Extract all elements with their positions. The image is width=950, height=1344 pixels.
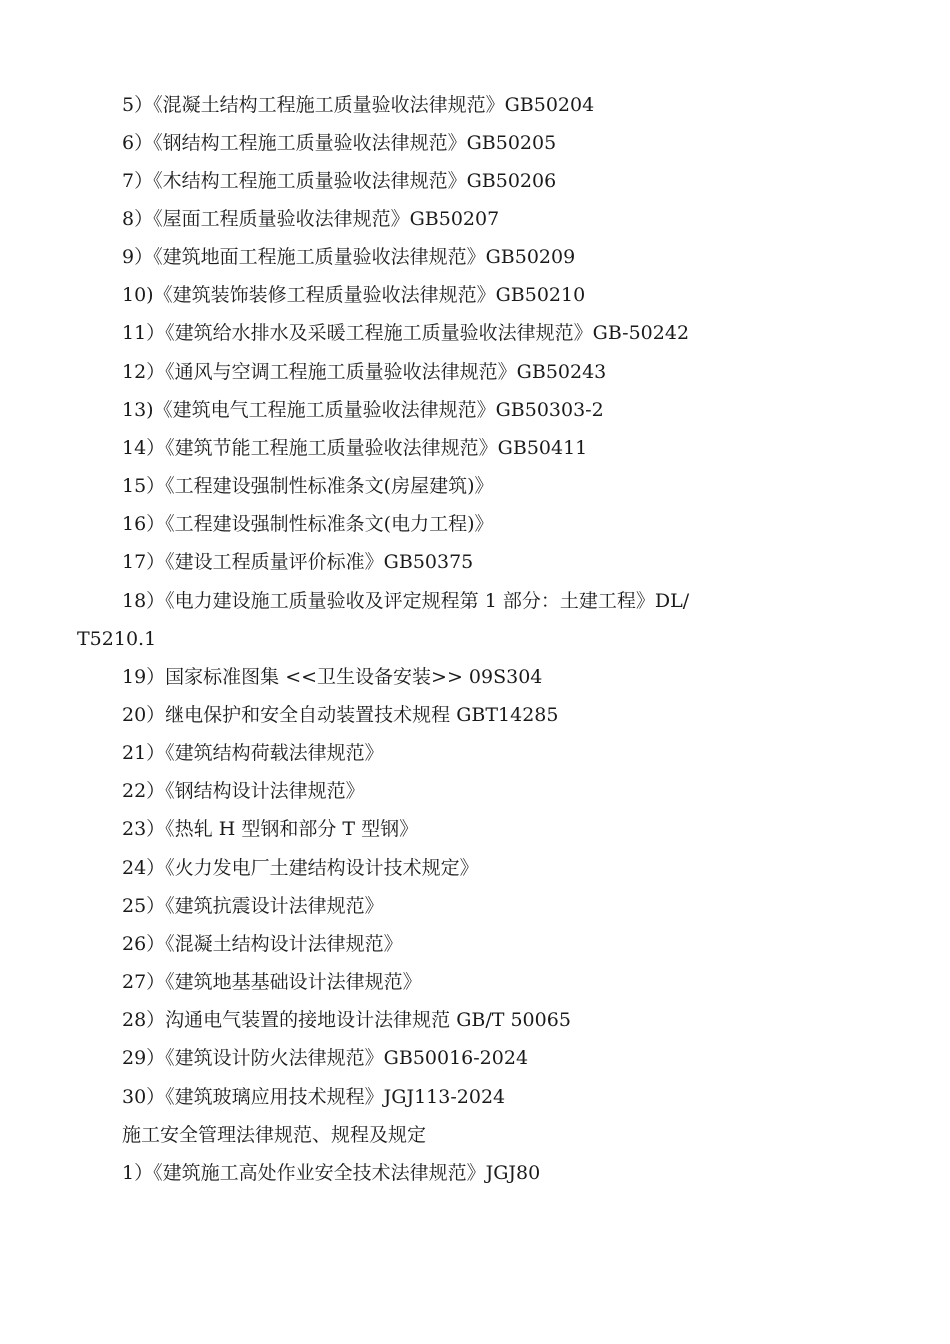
list-item: 14）《建筑节能工程施工质量验收法律规范》GB50411 — [122, 437, 588, 459]
list-item: 1）《建筑施工高处作业安全技术法律规范》JGJ80 — [122, 1162, 541, 1184]
list-item: 23）《热轧 H 型钢和部分 T 型钢》 — [122, 818, 419, 840]
list-item: 13)《建筑电气工程施工质量验收法律规范》GB50303-2 — [122, 399, 604, 421]
list-item: 22）《钢结构设计法律规范》 — [122, 780, 365, 802]
list-item: 24）《火力发电厂土建结构设计技术规定》 — [122, 857, 479, 879]
list-item: 16）《工程建设强制性标准条文(电力工程)》 — [122, 513, 494, 535]
list-item-continuation: T5210.1 — [77, 628, 157, 650]
list-item: 9）《建筑地面工程施工质量验收法律规范》GB50209 — [122, 246, 576, 268]
list-item: 27）《建筑地基基础设计法律规范》 — [122, 971, 422, 993]
list-item: 17）《建设工程质量评价标准》GB50375 — [122, 551, 474, 573]
list-item: 6）《钢结构工程施工质量验收法律规范》GB50205 — [122, 132, 557, 154]
list-item: 18）《电力建设施工质量验收及评定规程第 1 部分：土建工程》DL/ — [122, 590, 690, 612]
list-item: 21）《建筑结构荷载法律规范》 — [122, 742, 384, 764]
list-item: 20）继电保护和安全自动装置技术规程 GBT14285 — [122, 704, 559, 726]
list-item: 15）《工程建设强制性标准条文(房屋建筑)》 — [122, 475, 494, 497]
list-item: 12）《通风与空调工程施工质量验收法律规范》GB50243 — [122, 361, 607, 383]
section-heading: 施工安全管理法律规范、规程及规定 — [122, 1124, 427, 1146]
list-item: 19）国家标准图集 <<卫生设备安装>> 09S304 — [122, 666, 543, 688]
list-item: 30）《建筑玻璃应用技术规程》JGJ113-2024 — [122, 1086, 506, 1108]
list-item: 7）《木结构工程施工质量验收法律规范》GB50206 — [122, 170, 557, 192]
list-item: 5）《混凝土结构工程施工质量验收法律规范》GB50204 — [122, 94, 595, 116]
list-item: 8）《屋面工程质量验收法律规范》GB50207 — [122, 208, 500, 230]
list-item: 11）《建筑给水排水及采暖工程施工质量验收法律规范》GB-50242 — [122, 322, 690, 344]
list-item: 28）沟通电气装置的接地设计法律规范 GB/T 50065 — [122, 1009, 571, 1031]
list-item: 10)《建筑装饰装修工程质量验收法律规范》GB50210 — [122, 284, 586, 306]
list-item: 29）《建筑设计防火法律规范》GB50016-2024 — [122, 1047, 529, 1069]
list-item: 25）《建筑抗震设计法律规范》 — [122, 895, 384, 917]
list-item: 26）《混凝土结构设计法律规范》 — [122, 933, 403, 955]
